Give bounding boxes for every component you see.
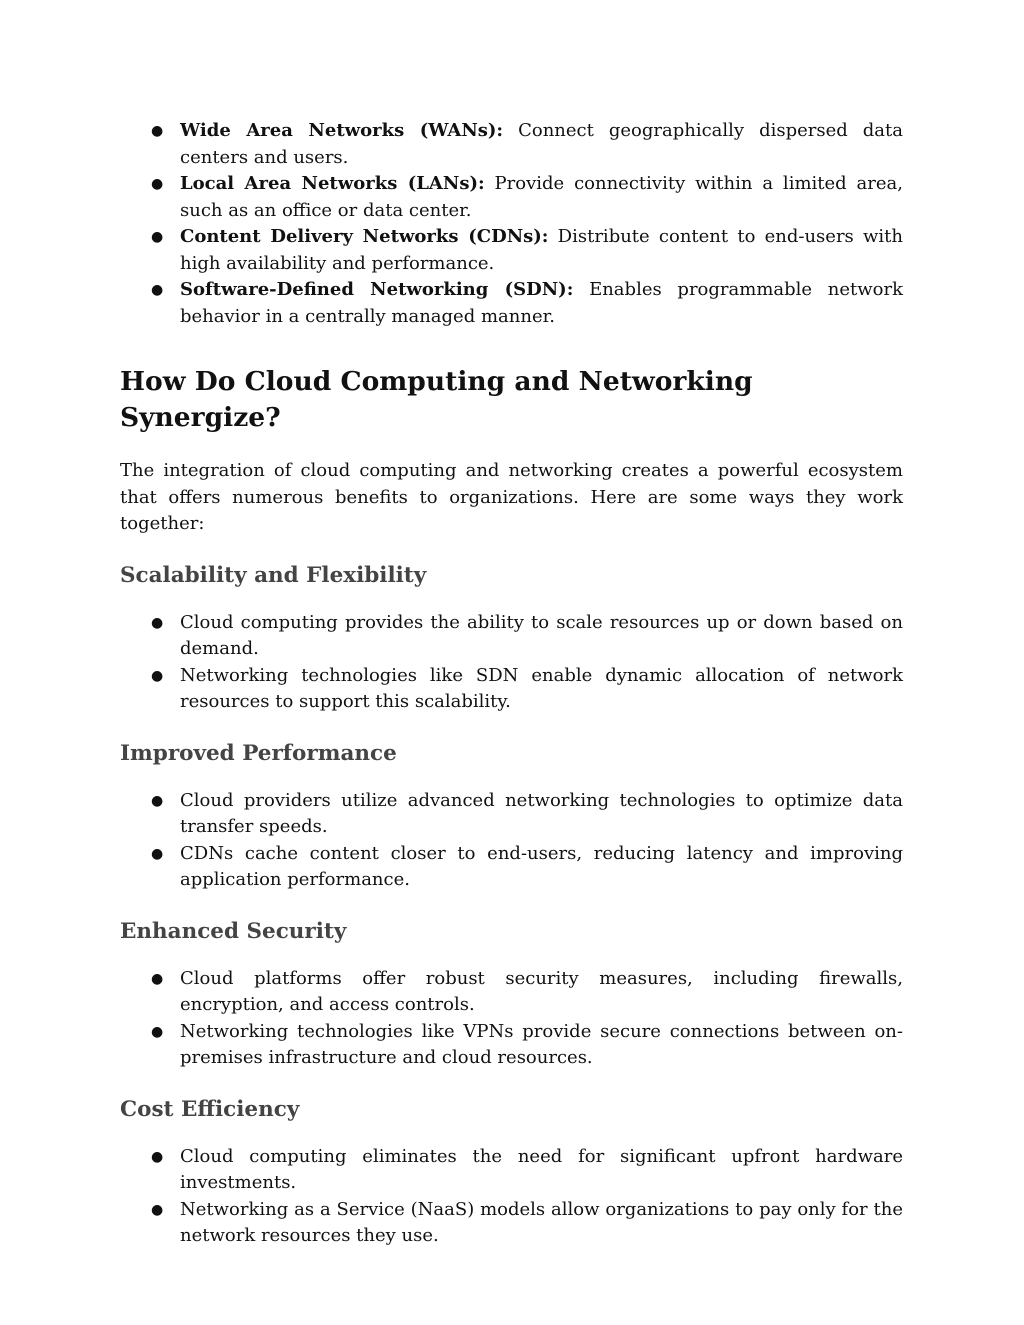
- list-item-text: Networking technologies like VPNs provide secure connections between on-premises infrastructure and cloud resources.: [180, 1020, 903, 1068]
- network-types-list: [120, 118, 903, 330]
- list-item: [120, 1197, 903, 1250]
- bullet-list: [120, 1144, 903, 1250]
- bullet-icon: ●: [151, 667, 164, 684]
- list-item-text: Cloud platforms offer robust security measures, including firewalls, encryption, and access controls.: [180, 967, 903, 1015]
- subsection-heading: Scalability and Flexibility: [120, 562, 427, 588]
- list-item: [120, 663, 903, 716]
- list-item-text: Connect geographically dispersed data centers and users.: [180, 120, 903, 168]
- bullet-icon: ●: [151, 792, 164, 809]
- list-item: [120, 118, 903, 171]
- bullet-icon: ●: [151, 229, 164, 245]
- bullet-icon: ●: [151, 1201, 164, 1218]
- bullet-icon: ●: [151, 614, 164, 631]
- list-item-text: Networking as a Service (NaaS) models allow organizations to pay only for the network resources they use.: [180, 1198, 903, 1246]
- list-item-text: Networking technologies like SDN enable dynamic allocation of network resources to support this scalability.: [180, 664, 903, 712]
- section-security: [120, 918, 903, 1072]
- section-cost: [120, 1096, 903, 1250]
- section-heading: How Do Cloud Computing and Networking Synergize?: [120, 366, 753, 433]
- list-item: [120, 1019, 903, 1072]
- bullet-list: [120, 788, 903, 894]
- bullet-icon: ●: [151, 123, 164, 139]
- list-item-text: CDNs cache content closer to end-users, reducing latency and improving application performance.: [180, 842, 903, 890]
- section-scalability: [120, 562, 903, 716]
- bullet-icon: ●: [151, 845, 164, 862]
- list-item-term: Content Delivery Networks (CDNs):: [180, 226, 549, 247]
- document-page: [120, 118, 903, 1250]
- bullet-list: [120, 966, 903, 1072]
- intro-paragraph: The integration of cloud computing and networking creates a powerful ecosystem that offers numerous benefits to organizations. Here are some ways they work together:: [120, 460, 903, 534]
- subsection-heading: Cost Efficiency: [120, 1096, 300, 1122]
- bullet-icon: ●: [151, 282, 164, 298]
- list-item: [120, 277, 903, 330]
- list-item: [120, 610, 903, 663]
- bullet-icon: ●: [151, 176, 164, 192]
- list-item: [120, 841, 903, 894]
- list-item-term: Software-Defined Networking (SDN):: [180, 279, 574, 300]
- list-item-term: Wide Area Networks (WANs):: [180, 120, 504, 141]
- list-item-text: Cloud computing provides the ability to scale resources up or down based on demand.: [180, 611, 903, 659]
- list-item-term: Local Area Networks (LANs):: [180, 173, 485, 194]
- list-item-text: Provide connectivity within a limited area, such as an office or data center.: [180, 173, 903, 221]
- list-item: [120, 966, 903, 1019]
- list-item-text: Enables programmable network behavior in a centrally managed manner.: [180, 279, 903, 327]
- section-performance: [120, 740, 903, 894]
- list-item: [120, 224, 903, 277]
- list-item: [120, 1144, 903, 1197]
- subsection-heading: Enhanced Security: [120, 918, 347, 944]
- bullet-icon: ●: [151, 1148, 164, 1165]
- list-item: [120, 171, 903, 224]
- list-item-text: Cloud computing eliminates the need for significant upfront hardware investments.: [180, 1145, 903, 1193]
- subsection-heading: Improved Performance: [120, 740, 397, 766]
- bullet-list: [120, 610, 903, 716]
- bullet-icon: ●: [151, 970, 164, 987]
- bullet-icon: ●: [151, 1023, 164, 1040]
- list-item: [120, 788, 903, 841]
- list-item-text: Cloud providers utilize advanced networking technologies to optimize data transfer speeds.: [180, 789, 903, 837]
- list-item-text: Distribute content to end-users with high availability and performance.: [180, 226, 903, 274]
